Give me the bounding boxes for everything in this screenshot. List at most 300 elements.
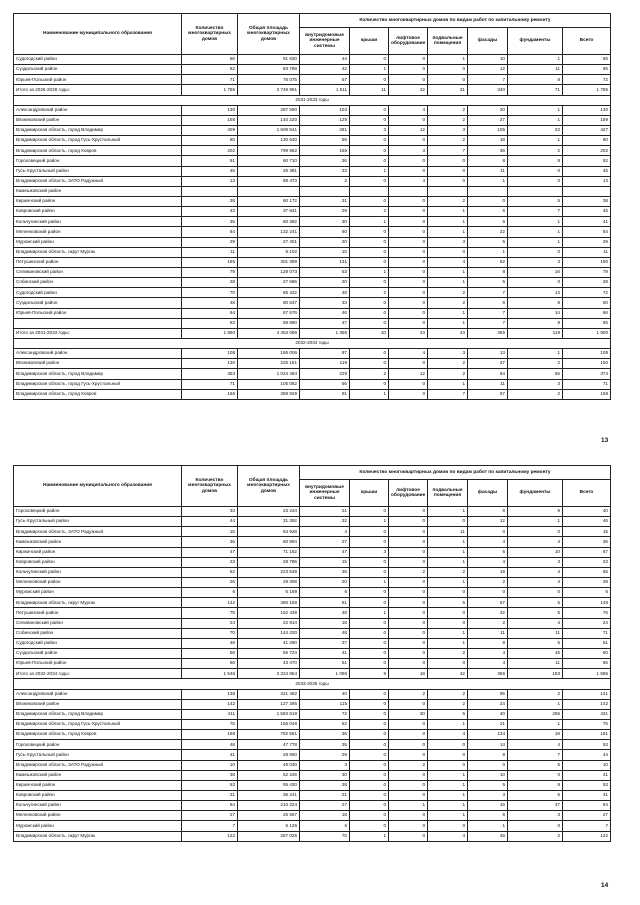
roofs-count: 0 xyxy=(350,770,389,780)
header-col-total: Всего xyxy=(563,28,611,55)
basements-count: 1 xyxy=(428,638,468,648)
systems-count: 53 xyxy=(300,267,350,277)
total-area: 27 686 xyxy=(238,278,300,288)
lifts-count: 12 xyxy=(389,369,428,379)
foundations-count: 8 xyxy=(508,75,563,85)
total-count: 28 xyxy=(563,577,611,587)
foundations-count: 4 xyxy=(508,567,563,577)
basements-count: 43 xyxy=(428,328,468,338)
total-area: 43 470 xyxy=(238,659,300,669)
facades-count: 4 xyxy=(468,648,508,658)
facades-count: 7 xyxy=(468,75,508,85)
basements-count: 1 xyxy=(428,770,468,780)
header-col-lifts: лифтовое оборудование xyxy=(389,480,428,507)
lifts-count: 0 xyxy=(389,628,428,638)
facades-count: 6 xyxy=(468,207,508,217)
table-row xyxy=(14,821,611,831)
systems-count: 41 xyxy=(300,648,350,658)
lifts-count: 0 xyxy=(389,719,428,729)
roofs-count: 0 xyxy=(350,790,389,800)
houses-count: 43 xyxy=(182,207,238,217)
houses-count: 51 xyxy=(182,156,238,166)
table-row xyxy=(14,517,611,527)
basements-count: 2 xyxy=(428,136,468,146)
facades-count: 18 xyxy=(468,136,508,146)
foundations-count: 13 xyxy=(508,288,563,298)
municipality-name: Кольчугинский район xyxy=(14,217,182,227)
systems-count: 33 xyxy=(300,298,350,308)
total-area: 130 630 xyxy=(238,136,300,146)
foundations-count: 11 xyxy=(508,628,563,638)
systems-count: 91 xyxy=(300,389,350,399)
total-area: 23 244 xyxy=(238,507,300,517)
header-col-basements: подвальные помещения xyxy=(428,28,468,55)
foundations-count: 1 xyxy=(508,699,563,709)
total-area: 782 581 xyxy=(238,730,300,740)
table-row xyxy=(14,567,611,577)
total-area: 389 929 xyxy=(238,389,300,399)
foundations-count: 1 xyxy=(508,55,563,65)
facades-count: 6 xyxy=(468,217,508,227)
foundations-count: 0 xyxy=(508,770,563,780)
foundations-count: 3 xyxy=(508,379,563,389)
municipality-name: Итого за 2032-2034 годы: xyxy=(14,669,182,679)
foundations-count: 2 xyxy=(508,389,563,399)
lifts-count: 0 xyxy=(389,517,428,527)
houses-count: 70 xyxy=(182,628,238,638)
lifts-count: 0 xyxy=(389,257,428,267)
basements-count: 1 xyxy=(428,207,468,217)
total-area: 8 102 xyxy=(238,247,300,257)
basements-count: 0 xyxy=(428,608,468,618)
total-count: 431 xyxy=(563,709,611,719)
foundations-count: 183 xyxy=(508,669,563,679)
houses-count: 70 xyxy=(182,288,238,298)
houses-count: 142 xyxy=(182,699,238,709)
total-count: 50 xyxy=(563,298,611,308)
roofs-count: 11 xyxy=(350,85,389,95)
total-area: 301 399 xyxy=(238,257,300,267)
basements-count: 1 xyxy=(428,557,468,567)
houses-count: 142 xyxy=(182,598,238,608)
lifts-count: 0 xyxy=(389,136,428,146)
total-count: 28 xyxy=(563,278,611,288)
table-row xyxy=(14,648,611,658)
header-col-roofs: крыши xyxy=(350,28,389,55)
roofs-count: 0 xyxy=(350,801,389,811)
table-header xyxy=(14,466,611,507)
total-count: 108 xyxy=(563,349,611,359)
systems-count: 1 356 xyxy=(300,328,350,338)
facades-count: 21 xyxy=(468,719,508,729)
municipality-name: Итого за 2031-2033 годы: xyxy=(14,328,182,338)
systems-count: 51 xyxy=(300,659,350,669)
basements-count: 4 xyxy=(428,257,468,267)
facades-count: 8 xyxy=(468,750,508,760)
header-group: Количество многоквартирных домов по видам работ по капитальному ремонту xyxy=(300,466,611,480)
section-row xyxy=(14,95,611,105)
table-row xyxy=(14,709,611,719)
basements-count: 1 xyxy=(428,537,468,547)
municipality-name: Кольчугинский район xyxy=(14,567,182,577)
total-area: 267 025 xyxy=(238,831,300,841)
roofs-count: 1 xyxy=(350,831,389,841)
total-count: 36 xyxy=(563,537,611,547)
foundations-count: 1 xyxy=(508,227,563,237)
foundations-count: 8 xyxy=(508,298,563,308)
systems-count: 18 xyxy=(300,618,350,628)
houses-count: 62 xyxy=(182,567,238,577)
houses-count: 56 xyxy=(182,55,238,65)
lifts-count: 0 xyxy=(389,699,428,709)
systems-count: 46 xyxy=(300,308,350,318)
municipality-name: Гороховецкий район xyxy=(14,740,182,750)
basements-count: 0 xyxy=(428,821,468,831)
facades-count: 1 xyxy=(468,247,508,257)
municipality-name: Киржачский район xyxy=(14,547,182,557)
total-count: 427 xyxy=(563,125,611,135)
header-group: Количество многоквартирных домов по видам работ по капитальному ремонту xyxy=(300,14,611,28)
roofs-count: 1 xyxy=(350,517,389,527)
table-row xyxy=(14,65,611,75)
municipality-name: Владимирская область, округ Муром xyxy=(14,831,182,841)
total-count: 13 xyxy=(563,176,611,186)
municipality-name: Суздальский район xyxy=(14,648,182,658)
foundations-count: 4 xyxy=(508,618,563,628)
facades-count: 22 xyxy=(468,227,508,237)
facades-count: 27 xyxy=(468,359,508,369)
basements-count: 1 xyxy=(428,267,468,277)
houses-count: 138 xyxy=(182,689,238,699)
lifts-count: 0 xyxy=(389,730,428,740)
municipality-name: Петушинский район xyxy=(14,608,182,618)
total-area: 50 362 xyxy=(238,217,300,227)
table-row xyxy=(14,166,611,176)
total-count: 84 xyxy=(563,227,611,237)
table-row xyxy=(14,659,611,669)
municipality-name: Киржачский район xyxy=(14,780,182,790)
lifts-count xyxy=(389,186,428,196)
facades-count: 6 xyxy=(468,298,508,308)
municipality-name: Юрьев-Польский район xyxy=(14,308,182,318)
basements-count: 0 xyxy=(428,588,468,598)
roofs-count: 0 xyxy=(350,308,389,318)
facades-count: 8 xyxy=(468,638,508,648)
total-area: 799 862 xyxy=(238,146,300,156)
total-area: 210 224 xyxy=(238,801,300,811)
header-col-roofs: крыши xyxy=(350,480,389,507)
houses-count: 166 xyxy=(182,389,238,399)
total-area: 56 724 xyxy=(238,648,300,658)
foundations-count: 1 xyxy=(508,237,563,247)
roofs-count: 0 xyxy=(350,780,389,790)
total-count: 6 xyxy=(563,588,611,598)
table-row xyxy=(14,598,611,608)
table-row xyxy=(14,146,611,156)
total-row xyxy=(14,669,611,679)
section-title: 2033-2035 годы xyxy=(14,679,611,689)
basements-count: 5 xyxy=(428,598,468,608)
houses-count: 71 xyxy=(182,75,238,85)
total-count: 52 xyxy=(563,156,611,166)
systems-count: 72 xyxy=(300,709,350,719)
municipality-name: Александровский район xyxy=(14,105,182,115)
roofs-count: 0 xyxy=(350,588,389,598)
basements-count: 3 xyxy=(428,237,468,247)
roofs-count: 1 xyxy=(350,267,389,277)
municipality-name: Владимирская область, город Гусь-Хрустальный xyxy=(14,379,182,389)
municipality-name: Владимирская область, ЗАТО Радужный xyxy=(14,176,182,186)
basements-count: 5 xyxy=(428,709,468,719)
table-row xyxy=(14,75,611,85)
basements-count: 2 xyxy=(428,648,468,658)
foundations-count: 0 xyxy=(508,821,563,831)
systems-count: 18 xyxy=(300,811,350,821)
total-area: 127 286 xyxy=(238,699,300,709)
systems-count: 35 xyxy=(300,740,350,750)
systems-count: 31 xyxy=(300,196,350,206)
municipality-name: Собинский район xyxy=(14,628,182,638)
basements-count: 1 xyxy=(428,379,468,389)
roofs-count: 0 xyxy=(350,349,389,359)
total-area: 28 786 xyxy=(238,557,300,567)
header-col-systems: внутридомовые инженерные системы xyxy=(300,28,350,55)
total-area: 71 162 xyxy=(238,547,300,557)
table-row xyxy=(14,730,611,740)
total-count: 51 xyxy=(563,638,611,648)
systems-count: 129 xyxy=(300,115,350,125)
table-row xyxy=(14,770,611,780)
municipality-name: Петушинский район xyxy=(14,257,182,267)
total-area: 27 401 xyxy=(238,237,300,247)
facades-count: 27 xyxy=(468,115,508,125)
basements-count: 1 xyxy=(428,577,468,587)
lifts-count: 0 xyxy=(389,659,428,669)
lifts-count: 0 xyxy=(389,207,428,217)
roofs-count: 0 xyxy=(350,247,389,257)
basements-count: 0 xyxy=(428,176,468,186)
total-area: 1 583 618 xyxy=(238,709,300,719)
total-count: 53 xyxy=(563,780,611,790)
facades-count: 14 xyxy=(468,740,508,750)
facades-count: 12 xyxy=(468,517,508,527)
total-count: 67 xyxy=(563,547,611,557)
table-row xyxy=(14,105,611,115)
total-area: 132 241 xyxy=(238,227,300,237)
total-area xyxy=(238,186,300,196)
basements-count: 3 xyxy=(428,125,468,135)
systems-count: 21 xyxy=(300,790,350,800)
systems-count: 56 xyxy=(300,379,350,389)
foundations-count: 7 xyxy=(508,207,563,217)
total-count: 41 xyxy=(563,770,611,780)
foundations-count: 0 xyxy=(508,166,563,176)
page-number: 14 xyxy=(601,882,609,889)
total-area: 3 324 854 xyxy=(238,669,300,679)
total-count: 11 xyxy=(563,247,611,257)
total-count: 122 xyxy=(563,831,611,841)
lifts-count: 0 xyxy=(389,598,428,608)
houses-count: 44 xyxy=(182,517,238,527)
municipality-name: Кольчугинский район xyxy=(14,801,182,811)
houses-count: 6 xyxy=(182,588,238,598)
total-count: 10 xyxy=(563,760,611,770)
houses-count: 10 xyxy=(182,760,238,770)
houses-count: 64 xyxy=(182,308,238,318)
foundations-count: 23 xyxy=(508,125,563,135)
roofs-count: 0 xyxy=(350,136,389,146)
table-row xyxy=(14,186,611,196)
systems-count: 165 xyxy=(300,146,350,156)
table-row xyxy=(14,740,611,750)
roofs-count: 2 xyxy=(350,207,389,217)
facades-count: 64 xyxy=(468,369,508,379)
houses-count: 26 xyxy=(182,577,238,587)
roofs-count: 0 xyxy=(350,659,389,669)
lifts-count: 0 xyxy=(389,537,428,547)
facades-count: 10 xyxy=(468,55,508,65)
table-row xyxy=(14,257,611,267)
municipality-name: Ковровский район xyxy=(14,557,182,567)
facades-count: 46 xyxy=(468,831,508,841)
systems-count: 6 xyxy=(300,588,350,598)
foundations-count: 0 xyxy=(508,247,563,257)
roofs-count: 0 xyxy=(350,628,389,638)
total-count: 142 xyxy=(563,699,611,709)
roofs-count: 0 xyxy=(350,379,389,389)
foundations-count: 18 xyxy=(508,730,563,740)
systems-count: 103 xyxy=(300,105,350,115)
roofs-count: 0 xyxy=(350,527,389,537)
houses-count: 79 xyxy=(182,267,238,277)
foundations-count: 4 xyxy=(508,577,563,587)
houses-count: 411 xyxy=(182,709,238,719)
table-row xyxy=(14,288,611,298)
municipality-name: Владимирская область, город Ковров xyxy=(14,389,182,399)
roofs-count: 0 xyxy=(350,146,389,156)
basements-count: 1 xyxy=(428,780,468,790)
roofs-count: 0 xyxy=(350,821,389,831)
lifts-count: 0 xyxy=(389,577,428,587)
foundations-count: 65 xyxy=(508,369,563,379)
municipality-name: Гусь-Хрустальный район xyxy=(14,517,182,527)
total-count: 148 xyxy=(563,598,611,608)
foundations-count: 10 xyxy=(508,547,563,557)
foundations-count: 2 xyxy=(508,359,563,369)
basements-count: 1 xyxy=(428,217,468,227)
total-count: 71 xyxy=(563,628,611,638)
houses-count: 130 xyxy=(182,105,238,115)
municipality-name: Владимирская область, ЗАТО Радужный xyxy=(14,760,182,770)
facades-count: 12 xyxy=(468,65,508,75)
systems-count: 29 xyxy=(300,750,350,760)
systems-count: 36 xyxy=(300,730,350,740)
basements-count: 2 xyxy=(428,115,468,125)
table-row xyxy=(14,136,611,146)
municipality-name: Судогодский район xyxy=(14,55,182,65)
facades-count: 4 xyxy=(468,659,508,669)
table-row xyxy=(14,577,611,587)
houses-count: 48 xyxy=(182,740,238,750)
lifts-count: 0 xyxy=(389,790,428,800)
total-count: 15 xyxy=(563,527,611,537)
lifts-count: 0 xyxy=(389,557,428,567)
municipality-name: Камешковский район xyxy=(14,537,182,547)
total-count: 38 xyxy=(563,196,611,206)
basements-count: 1 xyxy=(428,308,468,318)
total-area: 28 650 xyxy=(238,750,300,760)
roofs-count: 0 xyxy=(350,740,389,750)
municipality-name: Владимирская область, город Владимир xyxy=(14,125,182,135)
lifts-count: 0 xyxy=(389,527,428,537)
basements-count: 1 xyxy=(428,278,468,288)
houses-count: 13 xyxy=(182,176,238,186)
table-row xyxy=(14,156,611,166)
foundations-count: 3 xyxy=(508,257,563,267)
lifts-count: 0 xyxy=(389,821,428,831)
table-row xyxy=(14,507,611,517)
lifts-count: 0 xyxy=(389,638,428,648)
total-count: 23 xyxy=(563,557,611,567)
section-row xyxy=(14,338,611,348)
facades-count: 19 xyxy=(468,567,508,577)
basements-count: 0 xyxy=(428,618,468,628)
facades-count: 366 xyxy=(468,669,508,679)
foundations-count: 37 xyxy=(508,801,563,811)
systems-count: 42 xyxy=(300,65,350,75)
houses-count: 56 xyxy=(182,648,238,658)
foundations-count: 2 xyxy=(508,831,563,841)
roofs-count: 0 xyxy=(350,318,389,328)
table-row xyxy=(14,278,611,288)
systems-count: 57 xyxy=(300,75,350,85)
facades-count: 95 xyxy=(468,689,508,699)
total-count: 65 xyxy=(563,318,611,328)
municipality-name: Гусь-Хрустальный район xyxy=(14,166,182,176)
foundations-count: 9 xyxy=(508,507,563,517)
table-row xyxy=(14,115,611,125)
total-area: 25 381 xyxy=(238,166,300,176)
systems-count: 115 xyxy=(300,699,350,709)
foundations-count: 6 xyxy=(508,790,563,800)
facades-count: 6 xyxy=(468,507,508,517)
roofs-count: 0 xyxy=(350,105,389,115)
foundations-count: 5 xyxy=(508,196,563,206)
total-area: 1 024 484 xyxy=(238,369,300,379)
header-name: Наименование муниципального образования xyxy=(14,466,182,507)
facades-count: 4 xyxy=(468,537,508,547)
total-count: 1 596 xyxy=(563,669,611,679)
table-row xyxy=(14,125,611,135)
foundations-count: 265 xyxy=(508,709,563,719)
table-row xyxy=(14,298,611,308)
systems-count: 38 xyxy=(300,780,350,790)
table-row xyxy=(14,588,611,598)
total-area: 105 082 xyxy=(238,379,300,389)
total-area: 88 473 xyxy=(238,176,300,186)
total-area: 36 241 xyxy=(238,790,300,800)
systems-count: 1 511 xyxy=(300,85,350,95)
houses-count: 33 xyxy=(182,507,238,517)
total-count: 66 xyxy=(563,65,611,75)
houses-count: 27 xyxy=(182,811,238,821)
facades-count: 340 xyxy=(468,85,508,95)
foundations-count: 4 xyxy=(508,740,563,750)
lifts-count: 0 xyxy=(389,780,428,790)
municipality-name: Владимирская область, округ Муром xyxy=(14,598,182,608)
foundations-count: 0 xyxy=(508,588,563,598)
foundations-count: 71 xyxy=(508,85,563,95)
